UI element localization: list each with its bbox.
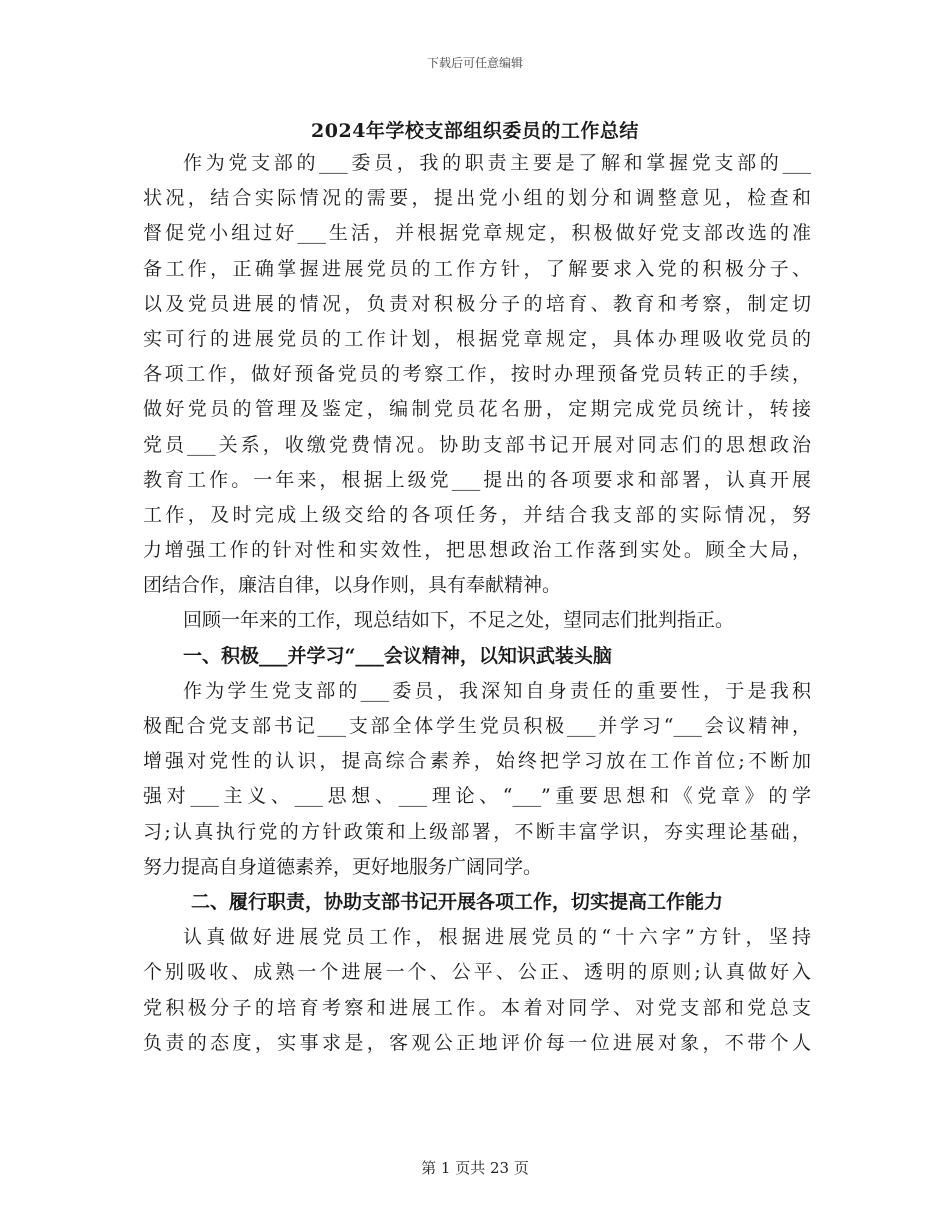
document-title: 2024年学校支部组织委员的工作总结 (311, 120, 639, 142)
paragraph-line: 个别吸收、成熟一个进展一个、公平、公正、透明的原则;认真做好入 (143, 961, 811, 984)
paragraph-line: 努力提高自身道德素养，更好地服务广阔同学。 (143, 855, 543, 878)
paragraph-line: 作为党支部的___委员，我的职责主要是了解和掌握党支部的___ (183, 152, 811, 174)
paragraph-line: 作为学生党支部的___委员，我深知自身责任的重要性，于是我积 (183, 679, 811, 702)
paragraph-line: 督促党小组过好___生活，并根据党章规定，积极做好党支部改选的准 (143, 222, 811, 245)
section-heading-1: 一、积极___并学习“___会议精神，以知识武装头脑 (183, 644, 612, 667)
paragraph-line: 教育工作。一年来，根据上级党___提出的各项要求和部署，认真开展 (143, 468, 811, 491)
paragraph-line: 以及党员进展的情况，负责对积极分子的培育、教育和考察，制定切 (143, 292, 811, 315)
paragraph-line: 各项工作，做好预备党员的考察工作，按时办理预备党员转正的手续， (143, 363, 811, 386)
paragraph-line: 增强对党性的认识，提高综合素养，始终把学习放在工作首位;不断加 (143, 750, 811, 773)
page-header-note: 下载后可任意编辑 (426, 56, 523, 70)
paragraph-line: 回顾一年来的工作，现总结如下，不足之处，望同志们批判指正。 (183, 609, 735, 632)
document-body (143, 146, 811, 1061)
paragraph-line: 实可行的进展党员的工作计划，根据党章规定，具体办理吸收党员的 (143, 327, 811, 350)
section-heading-2: 二、履行职责，协助支部书记开展各项工作，切实提高工作能力 (191, 890, 724, 913)
paragraph-line: 团结合作，廉洁自律，以身作则，具有奉献精神。 (143, 574, 562, 597)
paragraph-line: 强对___主义、___思想、___理论、“___”重要思想和《党章》的学 (143, 785, 811, 808)
paragraph-line: 党员___关系，收缴党费情况。协助支部书记开展对同志们的思想政治 (143, 433, 811, 456)
page-number: 第 1 页共 23 页 (421, 1159, 529, 1177)
paragraph-line: 极配合党支部书记___支部全体学生党员积极___并学习“___会议精神， (143, 715, 811, 737)
paragraph-line: 认真做好进展党员工作，根据进展党员的“十六字”方针，坚持 (183, 926, 811, 949)
paragraph-line: 习;认真执行党的方针政策和上级部署，不断丰富学识，夯实理论基础， (143, 820, 811, 843)
paragraph-line: 党积极分子的培育考察和进展工作。本着对同学、对党支部和党总支 (143, 996, 811, 1019)
paragraph-line: 工作，及时完成上级交给的各项任务，并结合我支部的实际情况，努 (143, 503, 811, 526)
paragraph-line: 备工作，正确掌握进展党员的工作方针，了解要求入党的积极分子、 (143, 257, 811, 280)
paragraph-line: 力增强工作的针对性和实效性，把思想政治工作落到实处。顾全大局， (143, 539, 811, 562)
paragraph-line: 状况，结合实际情况的需要，提出党小组的划分和调整意见，检查和 (143, 187, 811, 210)
paragraph-line: 做好党员的管理及鉴定，编制党员花名册，定期完成党员统计，转接 (143, 398, 811, 421)
paragraph-line: 负责的态度，实事求是，客观公正地评价每一位进展对象，不带个人 (143, 1031, 811, 1054)
